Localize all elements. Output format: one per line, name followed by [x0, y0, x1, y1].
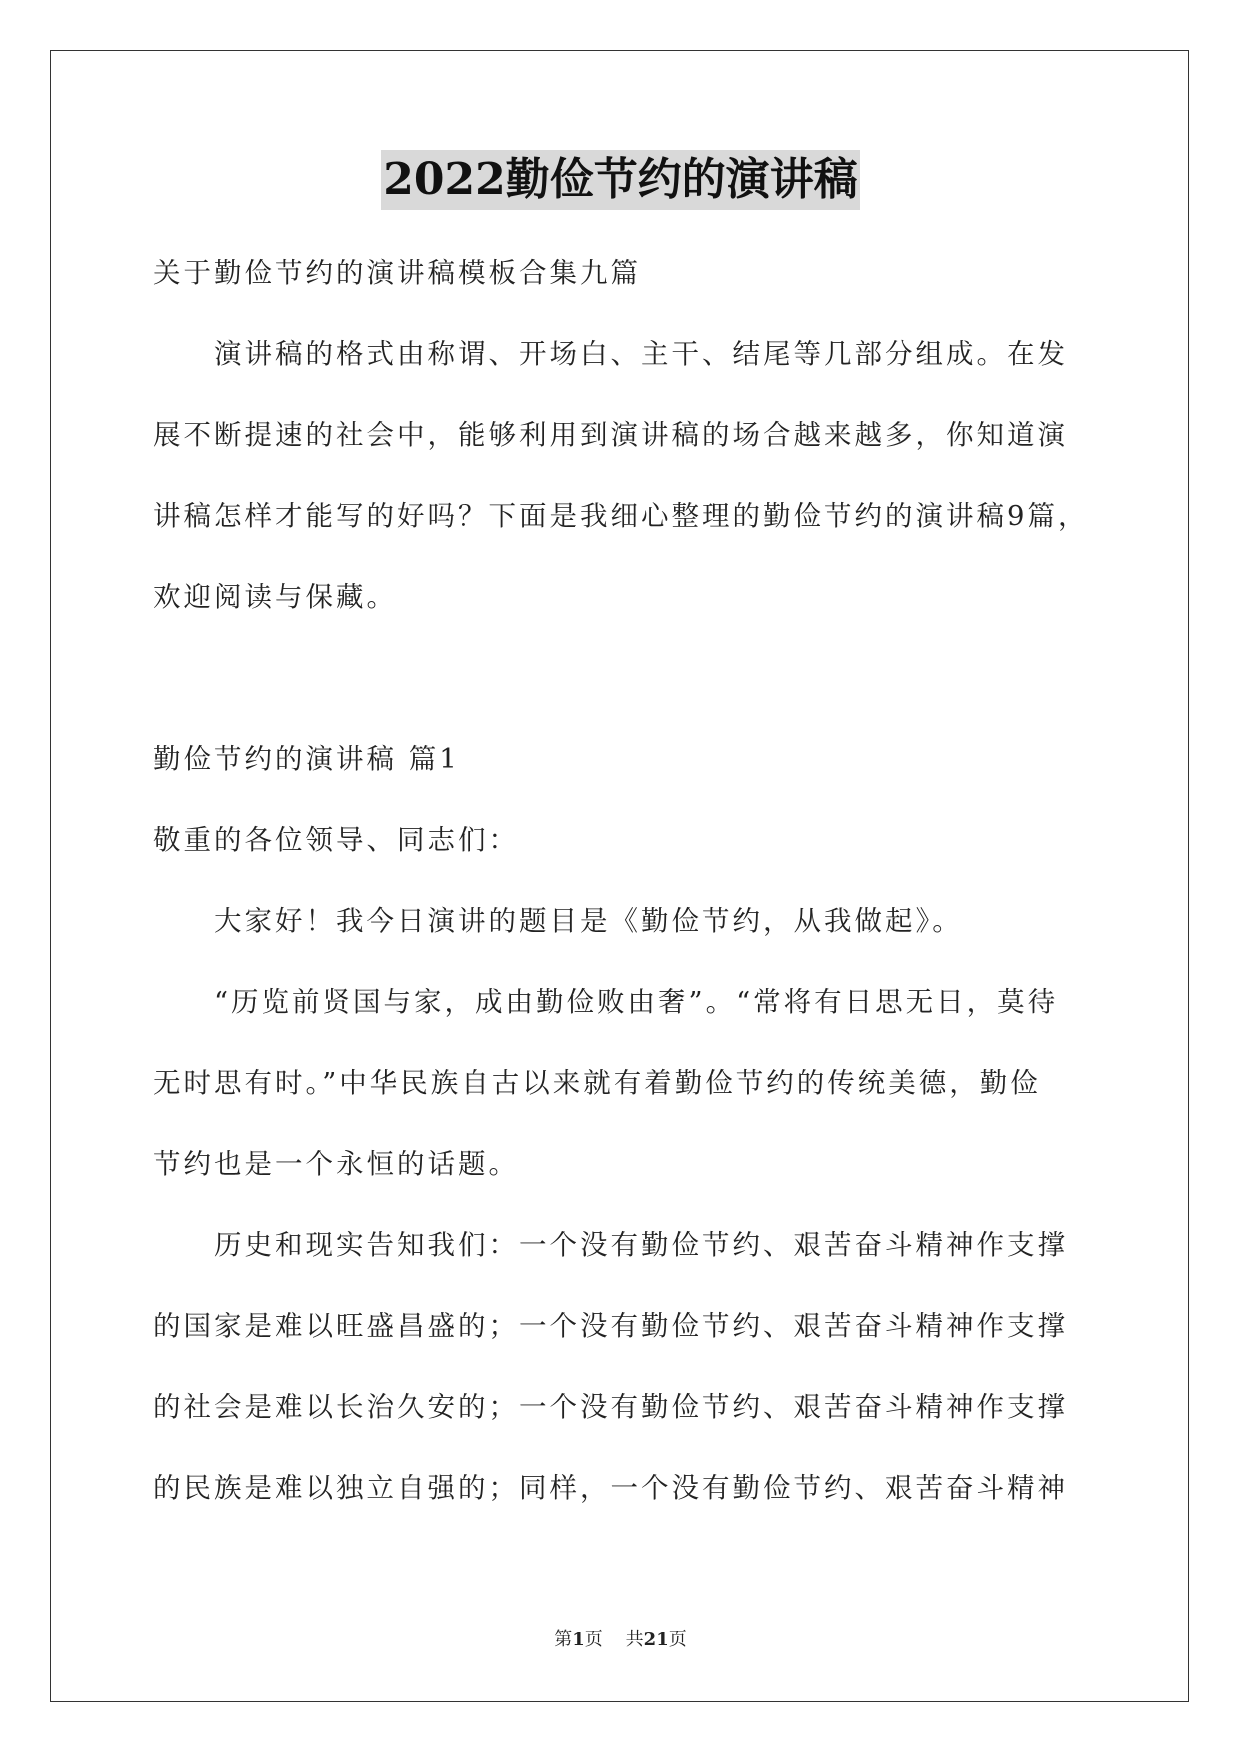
total-suffix: 页 [668, 1629, 687, 1650]
text-line: 演讲稿的格式由称谓、开场白、主干、结尾等几部分组成。在发 [214, 338, 1068, 370]
text-line: 大家好！我今日演讲的题目是《勤俭节约，从我做起》。 [214, 905, 963, 937]
text-line: 讲稿怎样才能写的好吗？下面是我细心整理的勤俭节约的演讲稿9篇， [153, 500, 1089, 532]
page-current: 1 [572, 1629, 585, 1650]
total-prefix: 共 [625, 1629, 644, 1650]
document-title: 2022勤俭节约的演讲稿 [381, 150, 859, 210]
paragraph-gap [153, 638, 1091, 719]
text-line: 无时思有时。”中华民族自古以来就有着勤俭节约的传统美德，勤俭 [153, 1067, 1041, 1099]
text-line: “历览前贤国与家，成由勤俭败由奢”。“常将有日思无日，莫待 [214, 986, 1059, 1018]
document-body [153, 233, 1091, 1529]
text-line: 勤俭节约的演讲稿 篇1 [153, 743, 460, 775]
page-footer [0, 1628, 1241, 1652]
text-line: 欢迎阅读与保藏。 [153, 581, 397, 613]
text-line: 的国家是难以旺盛昌盛的；一个没有勤俭节约、艰苦奋斗精神作支撑 [153, 1310, 1068, 1342]
text-line: 敬重的各位领导、同志们： [153, 824, 519, 856]
page-total: 21 [643, 1629, 669, 1650]
text-line: 展不断提速的社会中，能够利用到演讲稿的场合越来越多，你知道演 [153, 419, 1068, 451]
text-line: 节约也是一个永恒的话题。 [153, 1148, 519, 1180]
text-line: 的社会是难以长治久安的；一个没有勤俭节约、艰苦奋斗精神作支撑 [153, 1391, 1068, 1423]
title-container [0, 150, 1241, 210]
page-prefix: 第 [554, 1629, 573, 1650]
text-line: 的民族是难以独立自强的；同样，一个没有勤俭节约、艰苦奋斗精神 [153, 1472, 1068, 1504]
page-suffix: 页 [584, 1629, 603, 1650]
text-line: 历史和现实告知我们：一个没有勤俭节约、艰苦奋斗精神作支撑 [214, 1229, 1068, 1261]
text-line: 关于勤俭节约的演讲稿模板合集九篇 [153, 257, 641, 289]
